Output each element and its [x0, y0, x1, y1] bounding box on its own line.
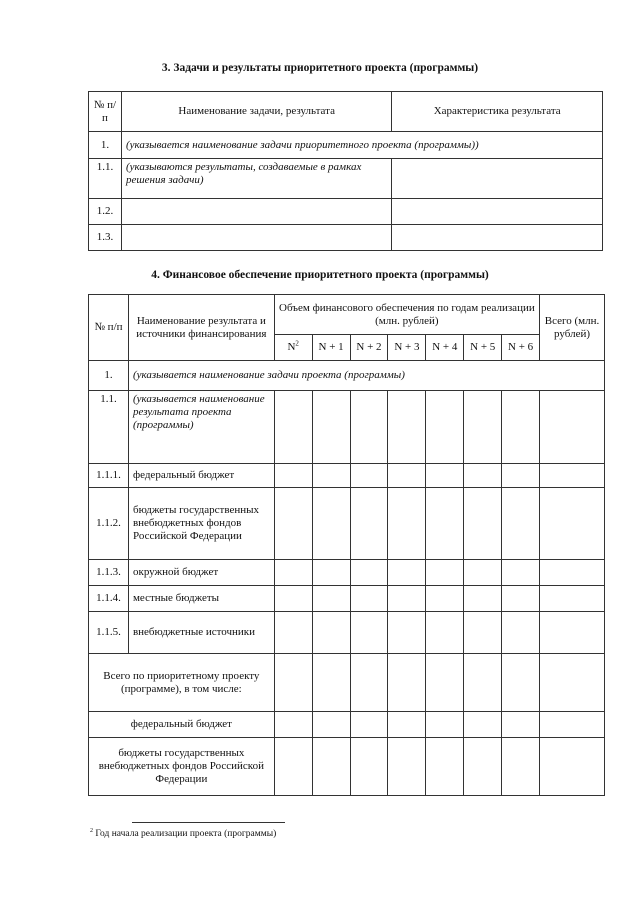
row-characteristic-cell[interactable]: [392, 225, 603, 251]
row-number: 1.: [89, 361, 129, 391]
year-header: [274, 335, 312, 361]
row-source-text: окружной бюджет: [128, 560, 274, 586]
row-source-text: федеральный бюджет: [128, 464, 274, 488]
value-cell[interactable]: [350, 464, 388, 488]
value-cell[interactable]: [426, 712, 464, 738]
value-cell[interactable]: [274, 586, 312, 612]
value-cell[interactable]: [426, 464, 464, 488]
value-cell[interactable]: [312, 586, 350, 612]
table-header-row: [89, 92, 603, 132]
summary-total-label: Всего по приоритетному проекту (программе), в том числе:: [89, 654, 275, 712]
value-cell[interactable]: [464, 560, 502, 586]
table-row: [89, 612, 605, 654]
footnote: [90, 829, 276, 839]
value-cell[interactable]: [388, 391, 426, 464]
row-number: 1.1.2.: [89, 488, 129, 560]
row-characteristic-cell[interactable]: [392, 199, 603, 225]
table-row: [89, 391, 605, 464]
column-header-characteristic: Характеристика результата: [392, 92, 603, 132]
value-cell[interactable]: [464, 738, 502, 796]
value-cell[interactable]: [464, 712, 502, 738]
column-header-num: № п/п: [89, 92, 122, 132]
tasks-results-table: [88, 91, 603, 251]
table-row: [89, 225, 603, 251]
total-cell[interactable]: [540, 464, 605, 488]
value-cell[interactable]: [388, 560, 426, 586]
value-cell[interactable]: [274, 612, 312, 654]
column-header-name: Наименование задачи, результата: [121, 92, 391, 132]
value-cell[interactable]: [350, 586, 388, 612]
table-row: [89, 132, 603, 159]
total-cell[interactable]: [540, 586, 605, 612]
value-cell[interactable]: [464, 612, 502, 654]
row-characteristic-cell[interactable]: [392, 159, 603, 199]
value-cell[interactable]: [388, 488, 426, 560]
value-cell[interactable]: [502, 586, 540, 612]
value-cell[interactable]: [388, 586, 426, 612]
value-cell[interactable]: [464, 464, 502, 488]
value-cell[interactable]: [502, 560, 540, 586]
value-cell[interactable]: [274, 712, 312, 738]
value-cell[interactable]: [426, 612, 464, 654]
table-row: [89, 488, 605, 560]
summary-federal-label: федеральный бюджет: [89, 712, 275, 738]
value-cell[interactable]: [274, 560, 312, 586]
value-cell[interactable]: [312, 464, 350, 488]
row-task-text: (указывается наименование задачи проекта (программы): [128, 361, 604, 391]
total-cell[interactable]: [540, 612, 605, 654]
value-cell[interactable]: [426, 391, 464, 464]
summary-funds-label: бюджеты государственных внебюджетных фондов Российской Федерации: [89, 738, 275, 796]
year-header: N + 2: [350, 335, 388, 361]
value-cell[interactable]: [312, 391, 350, 464]
value-cell[interactable]: [502, 654, 540, 712]
total-cell[interactable]: [540, 654, 605, 712]
column-header-total: Всего (млн. рублей): [540, 295, 605, 361]
column-header-name: Наименование результата и источники финансирования: [128, 295, 274, 361]
footnote-marker: 2: [90, 827, 93, 834]
value-cell[interactable]: [274, 488, 312, 560]
table-header-row: [89, 295, 605, 335]
year-header: N + 1: [312, 335, 350, 361]
row-number: 1.1.: [89, 391, 129, 464]
table-row: [89, 464, 605, 488]
value-cell[interactable]: [274, 654, 312, 712]
section-3-title: 3. Задачи и результаты приоритетного проекта (программы): [161, 62, 479, 74]
value-cell[interactable]: [350, 738, 388, 796]
row-source-text: внебюджетные источники: [128, 612, 274, 654]
table-row: [89, 586, 605, 612]
value-cell[interactable]: [388, 654, 426, 712]
value-cell[interactable]: [464, 391, 502, 464]
value-cell[interactable]: [426, 654, 464, 712]
value-cell[interactable]: [312, 712, 350, 738]
value-cell[interactable]: [312, 738, 350, 796]
row-task-text: (указывается наименование задачи приоритетного проекта (программы)): [121, 132, 602, 159]
value-cell[interactable]: [388, 612, 426, 654]
row-number: 1.1.5.: [89, 612, 129, 654]
total-cell[interactable]: [540, 738, 605, 796]
table-row: [89, 361, 605, 391]
row-number: 1.1.4.: [89, 586, 129, 612]
row-number: 1.2.: [89, 199, 122, 225]
value-cell[interactable]: [464, 654, 502, 712]
value-cell[interactable]: [350, 712, 388, 738]
value-cell[interactable]: [426, 586, 464, 612]
year-header: N + 3: [388, 335, 426, 361]
total-cell[interactable]: [540, 391, 605, 464]
summary-row: [89, 738, 605, 796]
value-cell[interactable]: [274, 391, 312, 464]
year-header: N + 4: [426, 335, 464, 361]
table-row: [89, 560, 605, 586]
summary-row: [89, 712, 605, 738]
value-cell[interactable]: [502, 612, 540, 654]
value-cell[interactable]: [388, 464, 426, 488]
value-cell[interactable]: [464, 488, 502, 560]
value-cell[interactable]: [312, 488, 350, 560]
row-source-text: бюджеты государственных внебюджетных фондов Российской Федерации: [128, 488, 274, 560]
summary-row: [89, 654, 605, 712]
total-cell[interactable]: [540, 488, 605, 560]
row-number: 1.: [89, 132, 122, 159]
footnote-divider: [132, 822, 285, 823]
value-cell[interactable]: [350, 391, 388, 464]
value-cell[interactable]: [388, 712, 426, 738]
value-cell[interactable]: [388, 738, 426, 796]
column-header-num: № п/п: [89, 295, 129, 361]
footnote-text: Год начала реализации проекта (программы): [95, 829, 277, 839]
value-cell[interactable]: [426, 738, 464, 796]
value-cell[interactable]: [350, 654, 388, 712]
table-row: [89, 199, 603, 225]
row-number: 1.1.1.: [89, 464, 129, 488]
value-cell[interactable]: [502, 488, 540, 560]
value-cell[interactable]: [312, 560, 350, 586]
value-cell[interactable]: [502, 738, 540, 796]
row-result-text: (указывается наименование результата проекта (программы): [128, 391, 274, 464]
value-cell[interactable]: [464, 586, 502, 612]
year-label: N: [287, 341, 296, 353]
total-cell[interactable]: [540, 560, 605, 586]
value-cell[interactable]: [274, 464, 312, 488]
value-cell[interactable]: [502, 391, 540, 464]
footnote-marker: 2: [295, 339, 299, 348]
value-cell[interactable]: [350, 488, 388, 560]
table-row: [89, 159, 603, 199]
value-cell[interactable]: [502, 712, 540, 738]
year-header: N + 6: [502, 335, 540, 361]
financing-table: [88, 294, 605, 796]
value-cell[interactable]: [502, 464, 540, 488]
row-result-cell[interactable]: [121, 225, 391, 251]
value-cell[interactable]: [274, 738, 312, 796]
value-cell[interactable]: [312, 654, 350, 712]
value-cell[interactable]: [426, 488, 464, 560]
section-4-title: 4. Финансовое обеспечение приоритетного проекта (программы): [151, 269, 489, 281]
row-number: 1.1.3.: [89, 560, 129, 586]
value-cell[interactable]: [350, 560, 388, 586]
value-cell[interactable]: [350, 612, 388, 654]
column-header-volume: Объем финансового обеспечения по годам реализации (млн. рублей): [274, 295, 539, 335]
total-cell[interactable]: [540, 712, 605, 738]
row-result-cell[interactable]: [121, 199, 391, 225]
row-source-text: местные бюджеты: [128, 586, 274, 612]
value-cell[interactable]: [312, 612, 350, 654]
value-cell[interactable]: [426, 560, 464, 586]
row-number: 1.1.: [89, 159, 122, 199]
year-header: N + 5: [464, 335, 502, 361]
row-result-text: (указываются результаты, создаваемые в рамках решения задачи): [121, 159, 391, 199]
row-number: 1.3.: [89, 225, 122, 251]
